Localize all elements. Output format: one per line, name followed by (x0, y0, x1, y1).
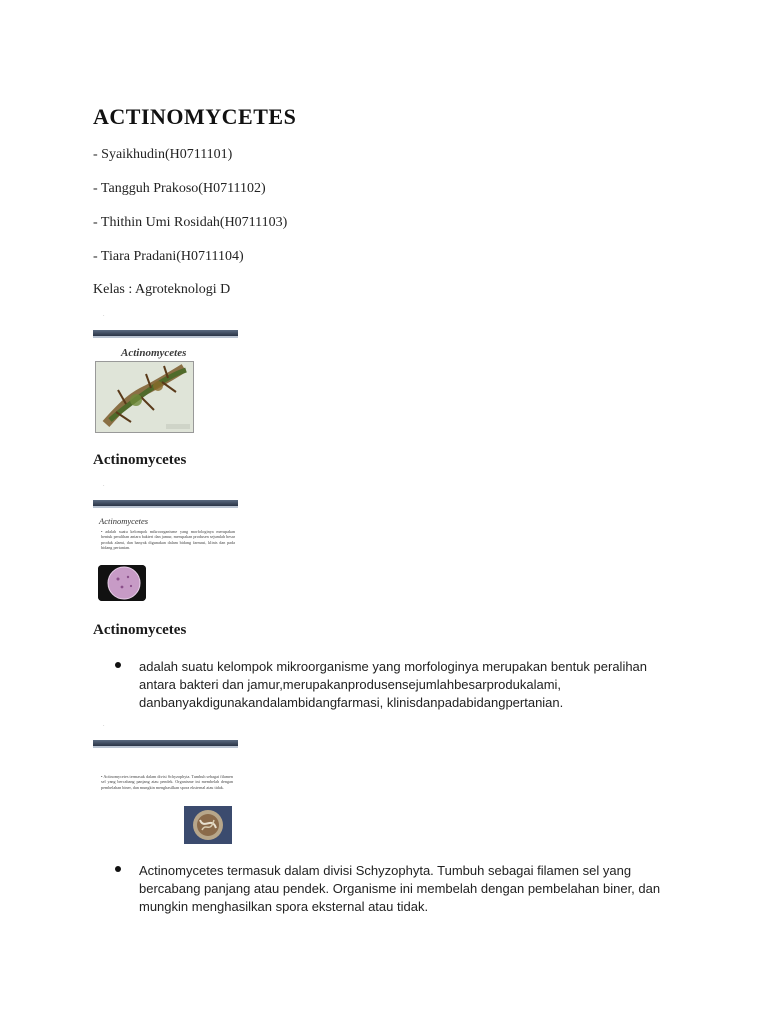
microscope-image (98, 565, 146, 601)
slide-title: Actinomycetes (121, 347, 187, 359)
slide-thumbnail-1 (93, 330, 238, 434)
document-title: ACTINOMYCETES (93, 104, 297, 129)
colony-image (184, 806, 232, 844)
member-4: - Tiara Pradani(H0711104) (93, 249, 244, 264)
actinomycetes-photo (95, 361, 194, 433)
slide-thumbnail-3 (93, 740, 238, 846)
class-label: Kelas : Agroteknologi D (93, 282, 231, 297)
bullet-dot (115, 866, 121, 872)
section-heading-2: Actinomycetes (93, 622, 187, 638)
spacer-mark: . (103, 312, 105, 318)
slide-text: • adalah suatu kelompok mikroorganisme yang morfologinya merupakan bentuk peralihan antara bakteri dan jamur, merupakan produsen sejumlah besar produk alami, dan banyak digunakan dalam bidang farmasi, klinis dan pada bidang pertanian. (101, 529, 235, 551)
bullet-item-1 (115, 658, 675, 712)
slide-text: • Actinomycetes termasuk dalam divisi Schyzophyta. Tumbuh sebagai filamen sel yang bercabang panjang atau pendek. Organisme ini membelah dengan pembelahan biner, dan mungkin menghasilkan spora eksternal atau tidak. (101, 774, 233, 790)
bullet-item-2 (115, 862, 675, 916)
slide-title: Actinomycetes (99, 516, 149, 526)
member-1: - Syaikhudin(H0711101) (93, 147, 233, 162)
slide-thumbnail-2 (93, 500, 238, 604)
spacer-mark: . (103, 722, 105, 728)
member-2: - Tangguh Prakoso(H0711102) (93, 181, 266, 196)
bullet-text: Actinomycetes termasuk dalam divisi Schyzophyta. Tumbuh sebagai filamen sel yang bercabang panjang atau pendek. Organisme ini membelah dengan pembelahan biner, dan mungkin menghasilkan spora eksternal atau tidak. (139, 863, 661, 914)
section-heading-1: Actinomycetes (93, 452, 187, 468)
slide-header-stripe (93, 746, 238, 748)
spacer-mark: . (103, 482, 105, 488)
member-3: - Thithin Umi Rosidah(H0711103) (93, 215, 288, 230)
slide-header-stripe (93, 506, 238, 508)
bullet-dot (115, 662, 121, 668)
slide-header-stripe (93, 336, 238, 338)
bullet-text: adalah suatu kelompok mikroorganisme yang morfologinya merupakan bentuk peralihan antara bakteri dan jamur,merupakanprodusensejumlahbesarprodukalami, danbanyakdigunakandalambidangfarmasi, klinisdanpadabidangpertanian. (139, 659, 648, 710)
